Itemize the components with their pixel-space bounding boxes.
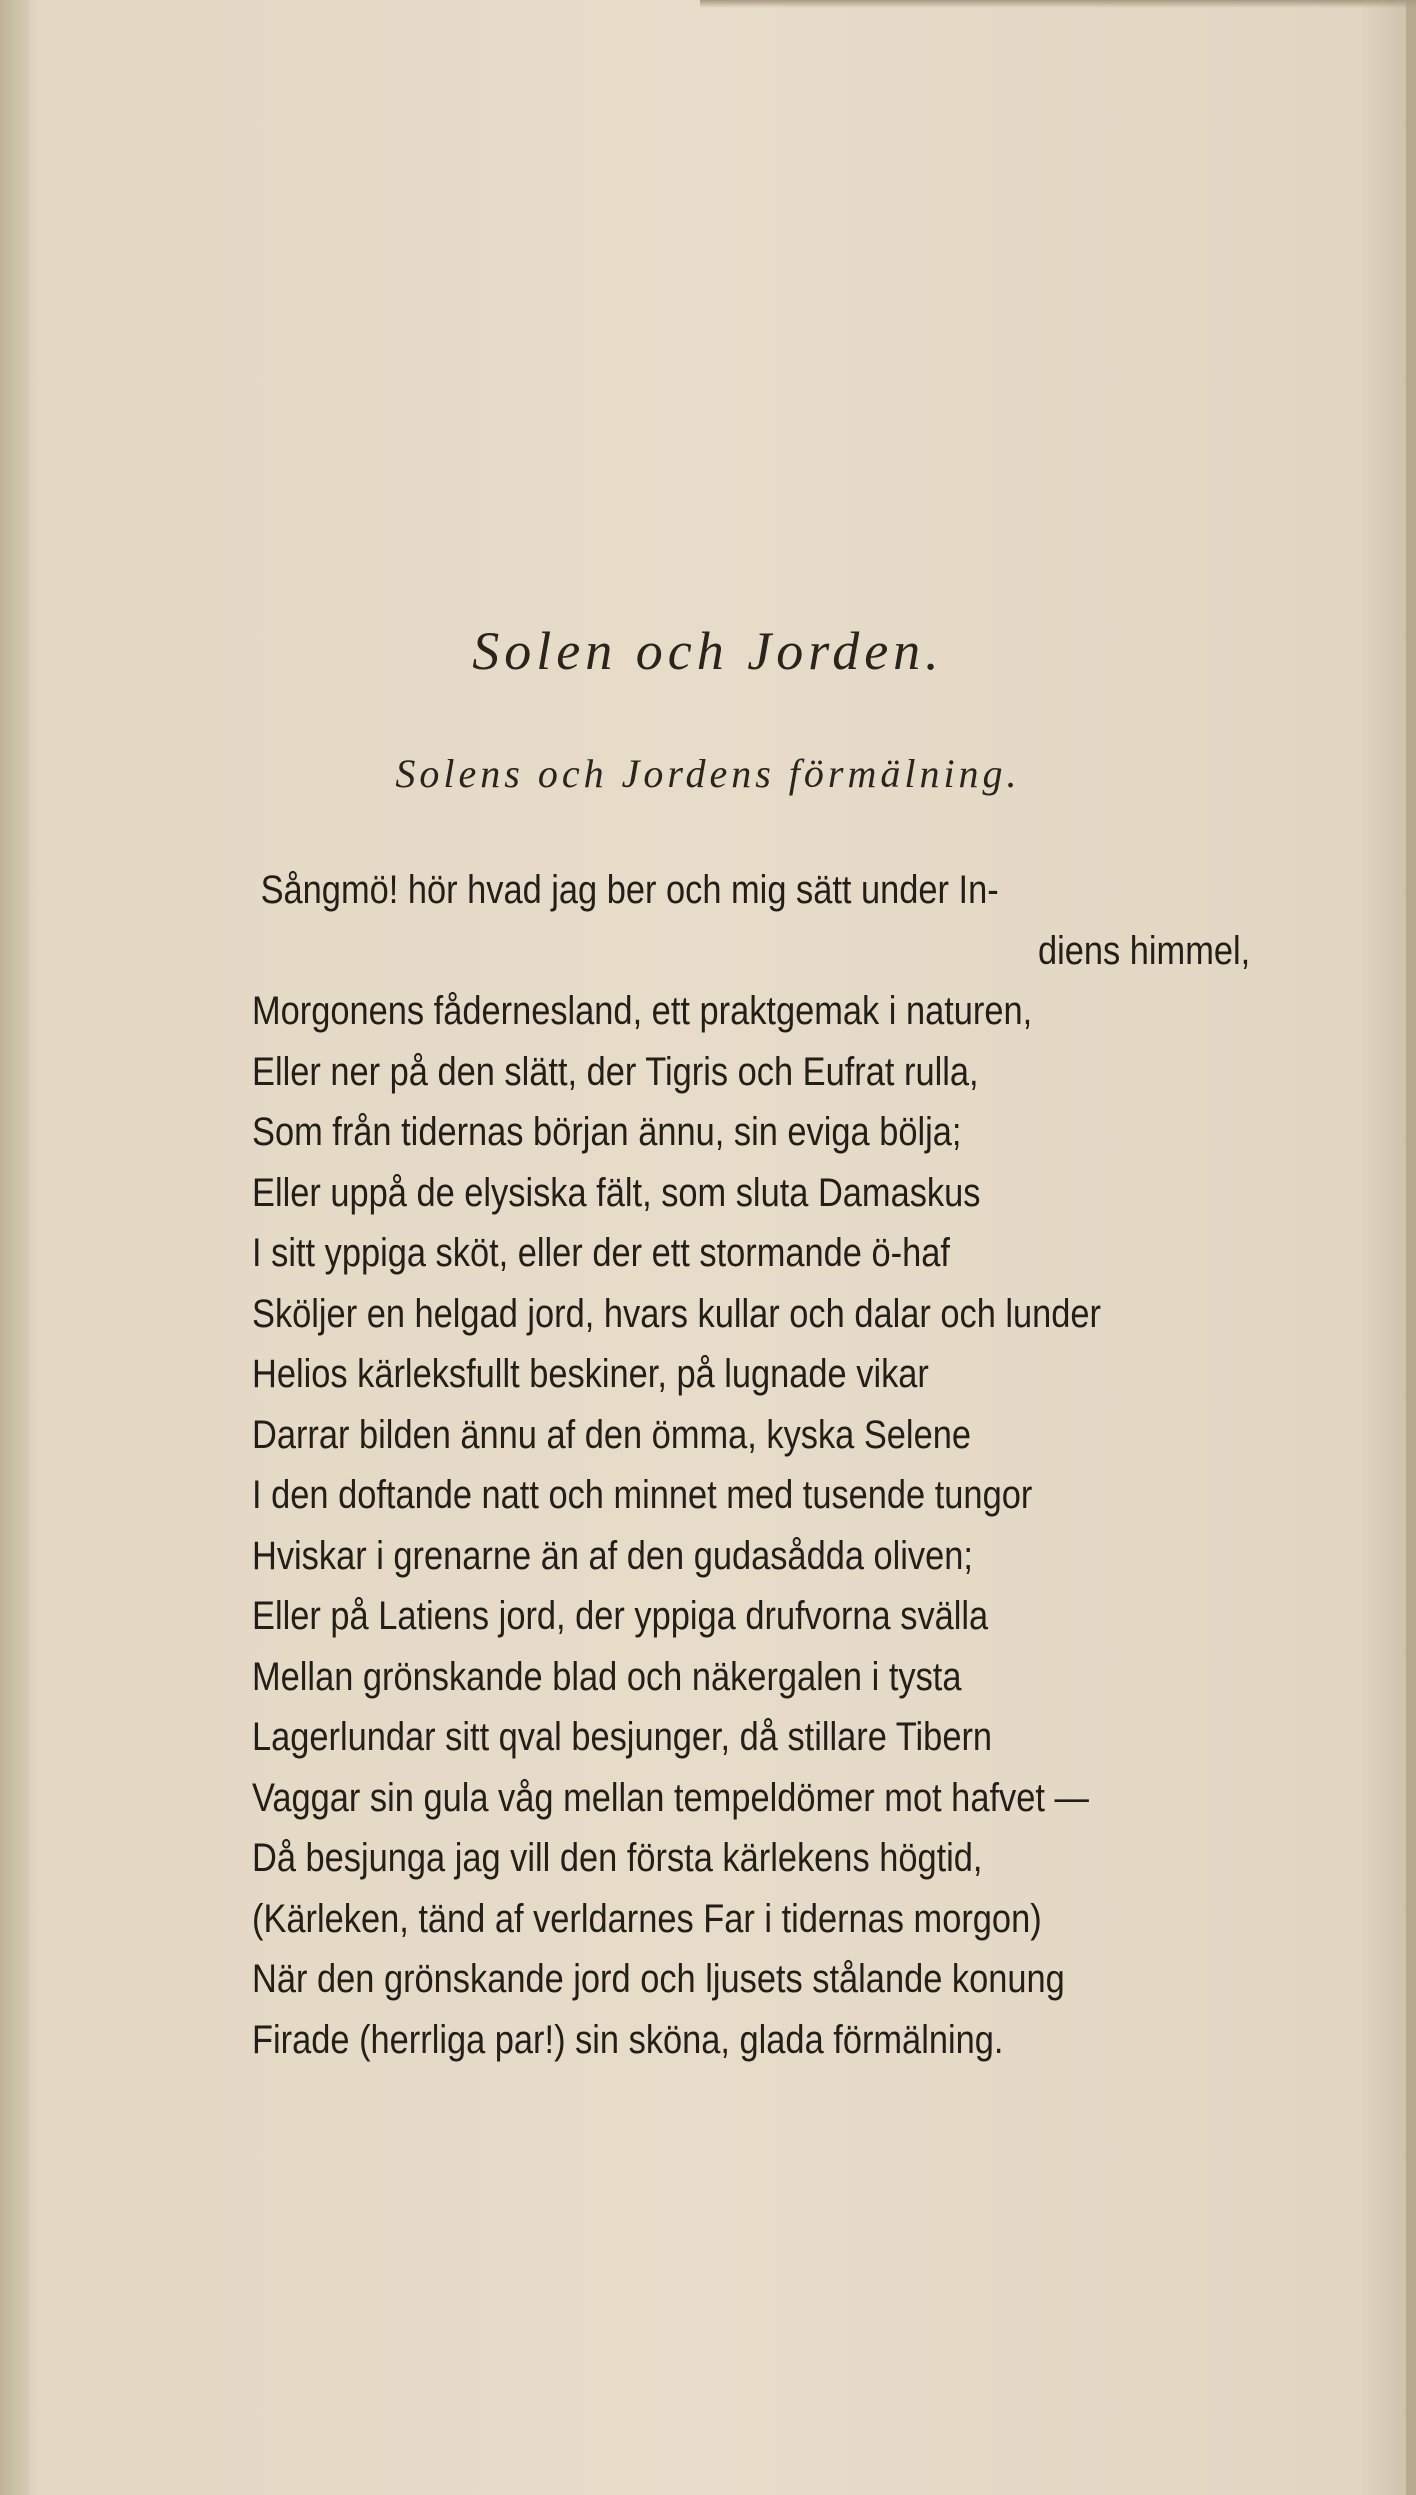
poem-line: I den doftande natt och minnet med tusende tungor <box>252 1473 1033 1517</box>
page-edge <box>1406 0 1416 2495</box>
poem-line: (Kärleken, tänd af verldarnes Far i tidernas morgon) <box>252 1896 1042 1941</box>
poem-line: Lagerlundar sitt qval besjunger, då stillare Tibern <box>252 1715 993 1759</box>
poem-line: Som från tidernas början ännu, sin eviga bölja; <box>252 1110 962 1154</box>
poem-line: Helios kärleksfullt beskiner, på lugnade vikar <box>252 1352 929 1396</box>
poem-line-continuation: diens himmel, <box>1037 928 1251 973</box>
page-gutter <box>0 0 30 2495</box>
poem-line: Eller på Latiens jord, der yppiga drufvorna svälla <box>252 1594 989 1638</box>
poem-line: Sångmö! hör hvad jag ber och mig sätt under In- <box>260 868 999 912</box>
poem-subtitle: Solens och Jordens förmälning. <box>395 751 1021 796</box>
poem-line: Darrar bilden ännu af den ömma, kyska Selene <box>252 1412 971 1457</box>
poem-line: Eller ner på den slätt, der Tigris och Eufrat rulla, <box>252 1049 979 1094</box>
poem-line: När den grönskande jord och ljusets stålande konung <box>252 1957 1065 2001</box>
poem-line: Eller uppå de elysiska fält, som sluta Damaskus <box>252 1170 981 1215</box>
poem-line: Vaggar sin gula våg mellan tempeldömer mot hafvet — <box>252 1775 1089 1820</box>
poem-line: Då besjunga jag vill den första kärlekens högtid, <box>252 1836 983 1880</box>
poem-line: I sitt yppiga sköt, eller der ett stormande ö-haf <box>252 1231 950 1275</box>
poem-line: Sköljer en helgad jord, hvars kullar och dalar och lunder <box>252 1291 1102 1336</box>
poem-body <box>252 860 1362 2070</box>
poem-title: Solen och Jorden. <box>472 621 944 681</box>
poem-line: Morgonens fådernesland, ett praktgemak i naturen, <box>252 989 1033 1033</box>
poem-line: Hviskar i grenarne än af den gudasådda oliven; <box>252 1533 973 1578</box>
poem-line: Firade (herrliga par!) sin sköna, glada förmälning. <box>252 2017 1004 2062</box>
page-top-shadow <box>700 0 1416 8</box>
poem-line: Mellan grönskande blad och näkergalen i tysta <box>252 1654 962 1699</box>
